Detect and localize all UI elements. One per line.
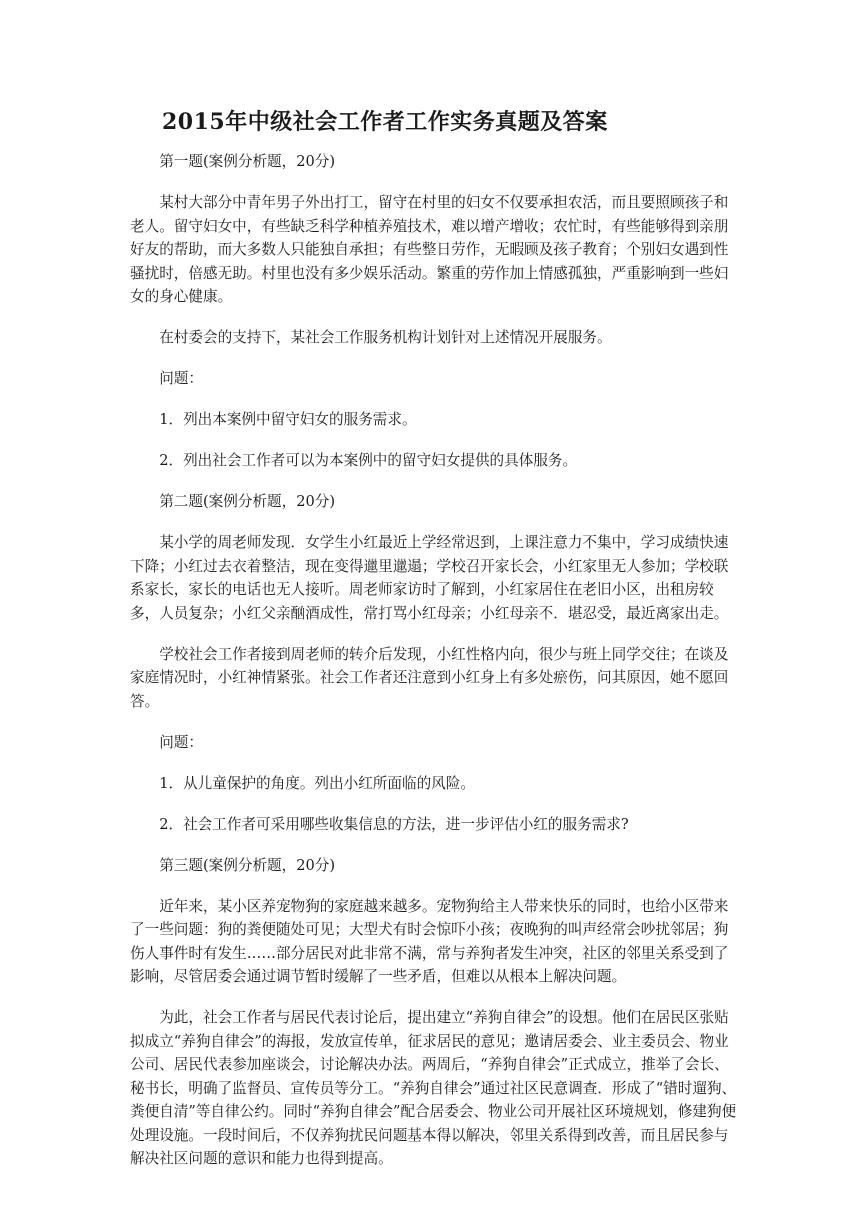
section-2-paragraph-2: 学校社会工作者接到周老师的转介后发现，小红性格内向，很少与班上同学交往；在谈及家庭情况时，小红神情紧张。社会工作者还注意到小红身上有多处瘀伤，问其原因，她不愿回答。 (130, 645, 729, 710)
section-1-paragraph-2: 在村委会的支持下，某社会工作服务机构计划针对上述情况开展服务。 (159, 329, 612, 346)
section-1-question-2: 2．列出社会工作者可以为本案例中的留守妇女提供的具体服务。 (159, 452, 578, 469)
section-3-heading: 第三题(案例分析题，20分) (159, 856, 336, 874)
section-2-question-1: 1．从儿童保护的角度。列出小红所面临的风险。 (159, 774, 475, 792)
section-2-heading: 第二题(案例分析题，20分) (159, 493, 336, 510)
section-2-question-2: 2．社会工作者可采用哪些收集信息的方法，进一步评估小红的服务需求? (159, 815, 629, 833)
section-2-paragraph-1: 某小学的周老师发现．女学生小红最近上学经常迟到，上课注意力不集中，学习成绩快速下降；小红过去衣着整洁，现在变得邋里邋遢；学校召开家长会，小红家里无人参加；学校联系家长，家长的电话也无人接听。周老师家访时了解到，小红家居住在老旧小区，出租房较多，人员复杂；小红父亲酗酒成性，常打骂小红母亲；小红母亲不．堪忍受，最近离家出走。 (130, 534, 729, 622)
section-1-heading: 第一题(案例分析题，20分) (159, 153, 336, 170)
section-2-questions-label: 问题： (159, 733, 203, 751)
section-1-questions-label: 问题： (159, 370, 203, 387)
section-1-question-1: 1．列出本案例中留守妇女的服务需求。 (159, 411, 417, 428)
section-1-paragraph-1: 某村大部分中青年男子外出打工，留守在村里的妇女不仅要承担农活，而且要照顾孩子和老人。留守妇女中，有些缺乏科学种植养殖技术，难以增产增收；农忙时，有些能够得到亲朋好友的帮助，而大多数人只能独自承担；有些整日劳作，无暇顾及孩子教育；个别妇女遇到性骚扰时，倍感无助。村里也没有多少娱乐活动。繁重的劳作加上情感孤独，严重影响到一些妇女的身心健康。 (130, 194, 729, 305)
section-3-paragraph-2: 为此，社会工作者与居民代表讨论后，提出建立“养狗自律会”的设想。他们在居民区张贴拟成立“养狗自律会”的海报，发放宣传单，征求居民的意见；邀请居委会、业主委员会、物业公司、居民代表参加座谈会，讨论解决办法。两周后，“养狗自律会”正式成立，推举了会长、秘书长，明确了监督员、宣传员等分工。“养狗自律会”通过社区民意调查．形成了“错时遛狗、粪便自清”等自律公约。同时“养狗自律会”配合居委会、物业公司开展社区环境规划，修建狗便处理设施。一段时间后，不仅养狗扰民问题基本得以解决，邻里关系得到改善，而且居民参与解决社区问题的意识和能力也得到提高。 (130, 1009, 737, 1167)
document-body (130, 150, 740, 1188)
section-3-paragraph-1: 近年来，某小区养宠物狗的家庭越来越多。宠物狗给主人带来快乐的同时，也给小区带来了一些问题：狗的粪便随处可见；大型犬有时会惊吓小孩；夜晚狗的叫声经常会吵扰邻居；狗伤人事件时有发生……部分居民对此非常不满，常与养狗者发生冲突，社区的邻里关系受到了影响，尽管居委会通过调节暂时缓解了一些矛盾，但难以从根本上解决问题。 (130, 897, 729, 985)
document-title: 2015年中级社会工作者工作实务真题及答案 (162, 109, 608, 135)
